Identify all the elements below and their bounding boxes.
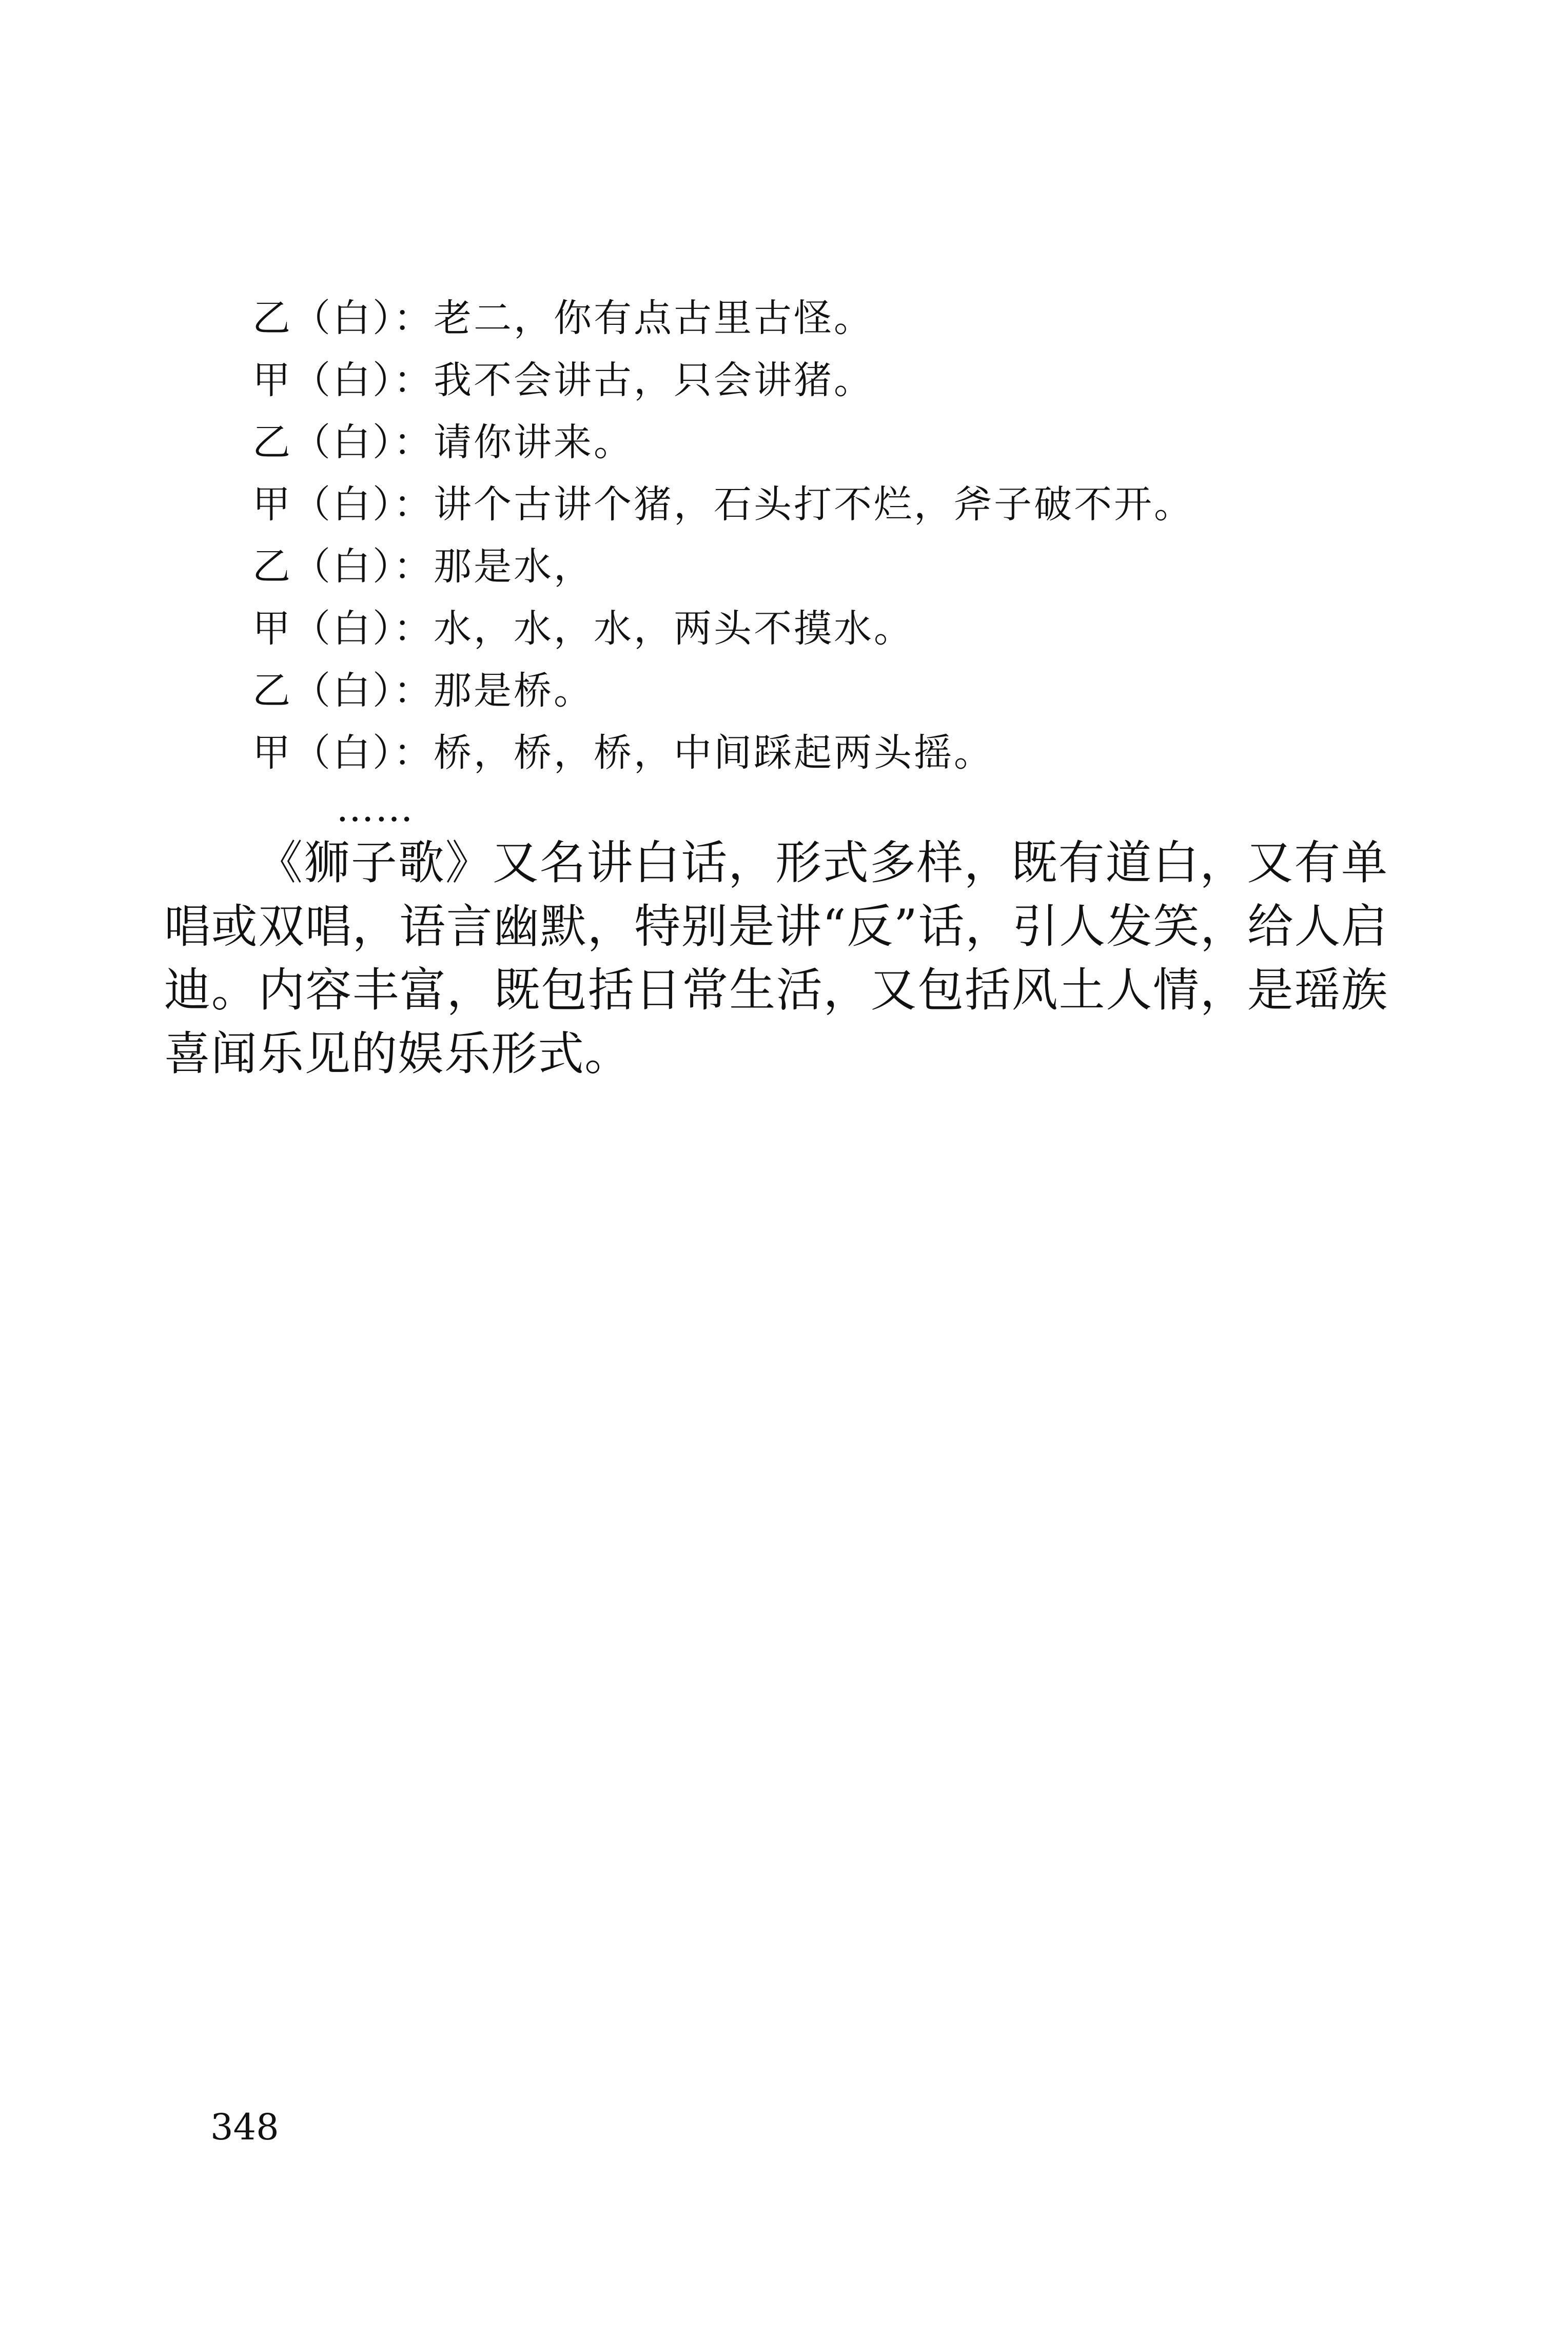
dialogue-line <box>252 349 1433 412</box>
dialogue-text: 那是水， <box>434 544 594 589</box>
dialogue-line <box>252 287 1433 349</box>
dialogue-speaker: 乙（白）： <box>252 420 434 464</box>
dialogue-line <box>252 598 1433 660</box>
dialogue-speaker: 乙（白）： <box>252 296 434 340</box>
dialogue-text: 我不会讲古，只会讲猪。 <box>434 358 874 402</box>
dialogue-speaker: 甲（白）： <box>252 482 434 527</box>
dialogue-speaker: 甲（白）： <box>252 607 434 651</box>
dialogue-ellipsis: …… <box>336 786 414 830</box>
dialogue-text: 老二，你有点古里古怪。 <box>434 296 874 340</box>
dialogue-line <box>252 474 1433 536</box>
dialogue-speaker: 乙（白）： <box>252 544 434 589</box>
dialogue-text: 桥，桥，桥，中间踩起两头摇。 <box>434 731 994 775</box>
dialogue-text: 请你讲来。 <box>434 420 634 464</box>
dialogue-block <box>252 287 1433 784</box>
dialogue-line <box>252 536 1433 598</box>
dialogue-speaker: 甲（白）： <box>252 731 434 775</box>
dialogue-speaker: 甲（白）： <box>252 358 434 402</box>
dialogue-line <box>252 412 1433 474</box>
dialogue-text: 讲个古讲个猪，石头打不烂，斧子破不开。 <box>434 482 1194 527</box>
dialogue-text: 水，水，水，两头不摸水。 <box>434 607 914 651</box>
dialogue-line <box>252 722 1433 784</box>
body-paragraph: 《狮子歌》又名讲白话，形式多样，既有道白，又有单唱或双唱，语言幽默，特别是讲“反”话，引人发笑，给人启迪。内容丰富，既包括日常生活，又包括风土人情，是瑶族喜闻乐见的娱乐形式。 <box>164 836 1388 1081</box>
dialogue-line <box>252 660 1433 722</box>
dialogue-speaker: 乙（白）： <box>252 669 434 713</box>
dialogue-text: 那是桥。 <box>434 669 594 713</box>
page-number: 348 <box>210 2106 279 2148</box>
